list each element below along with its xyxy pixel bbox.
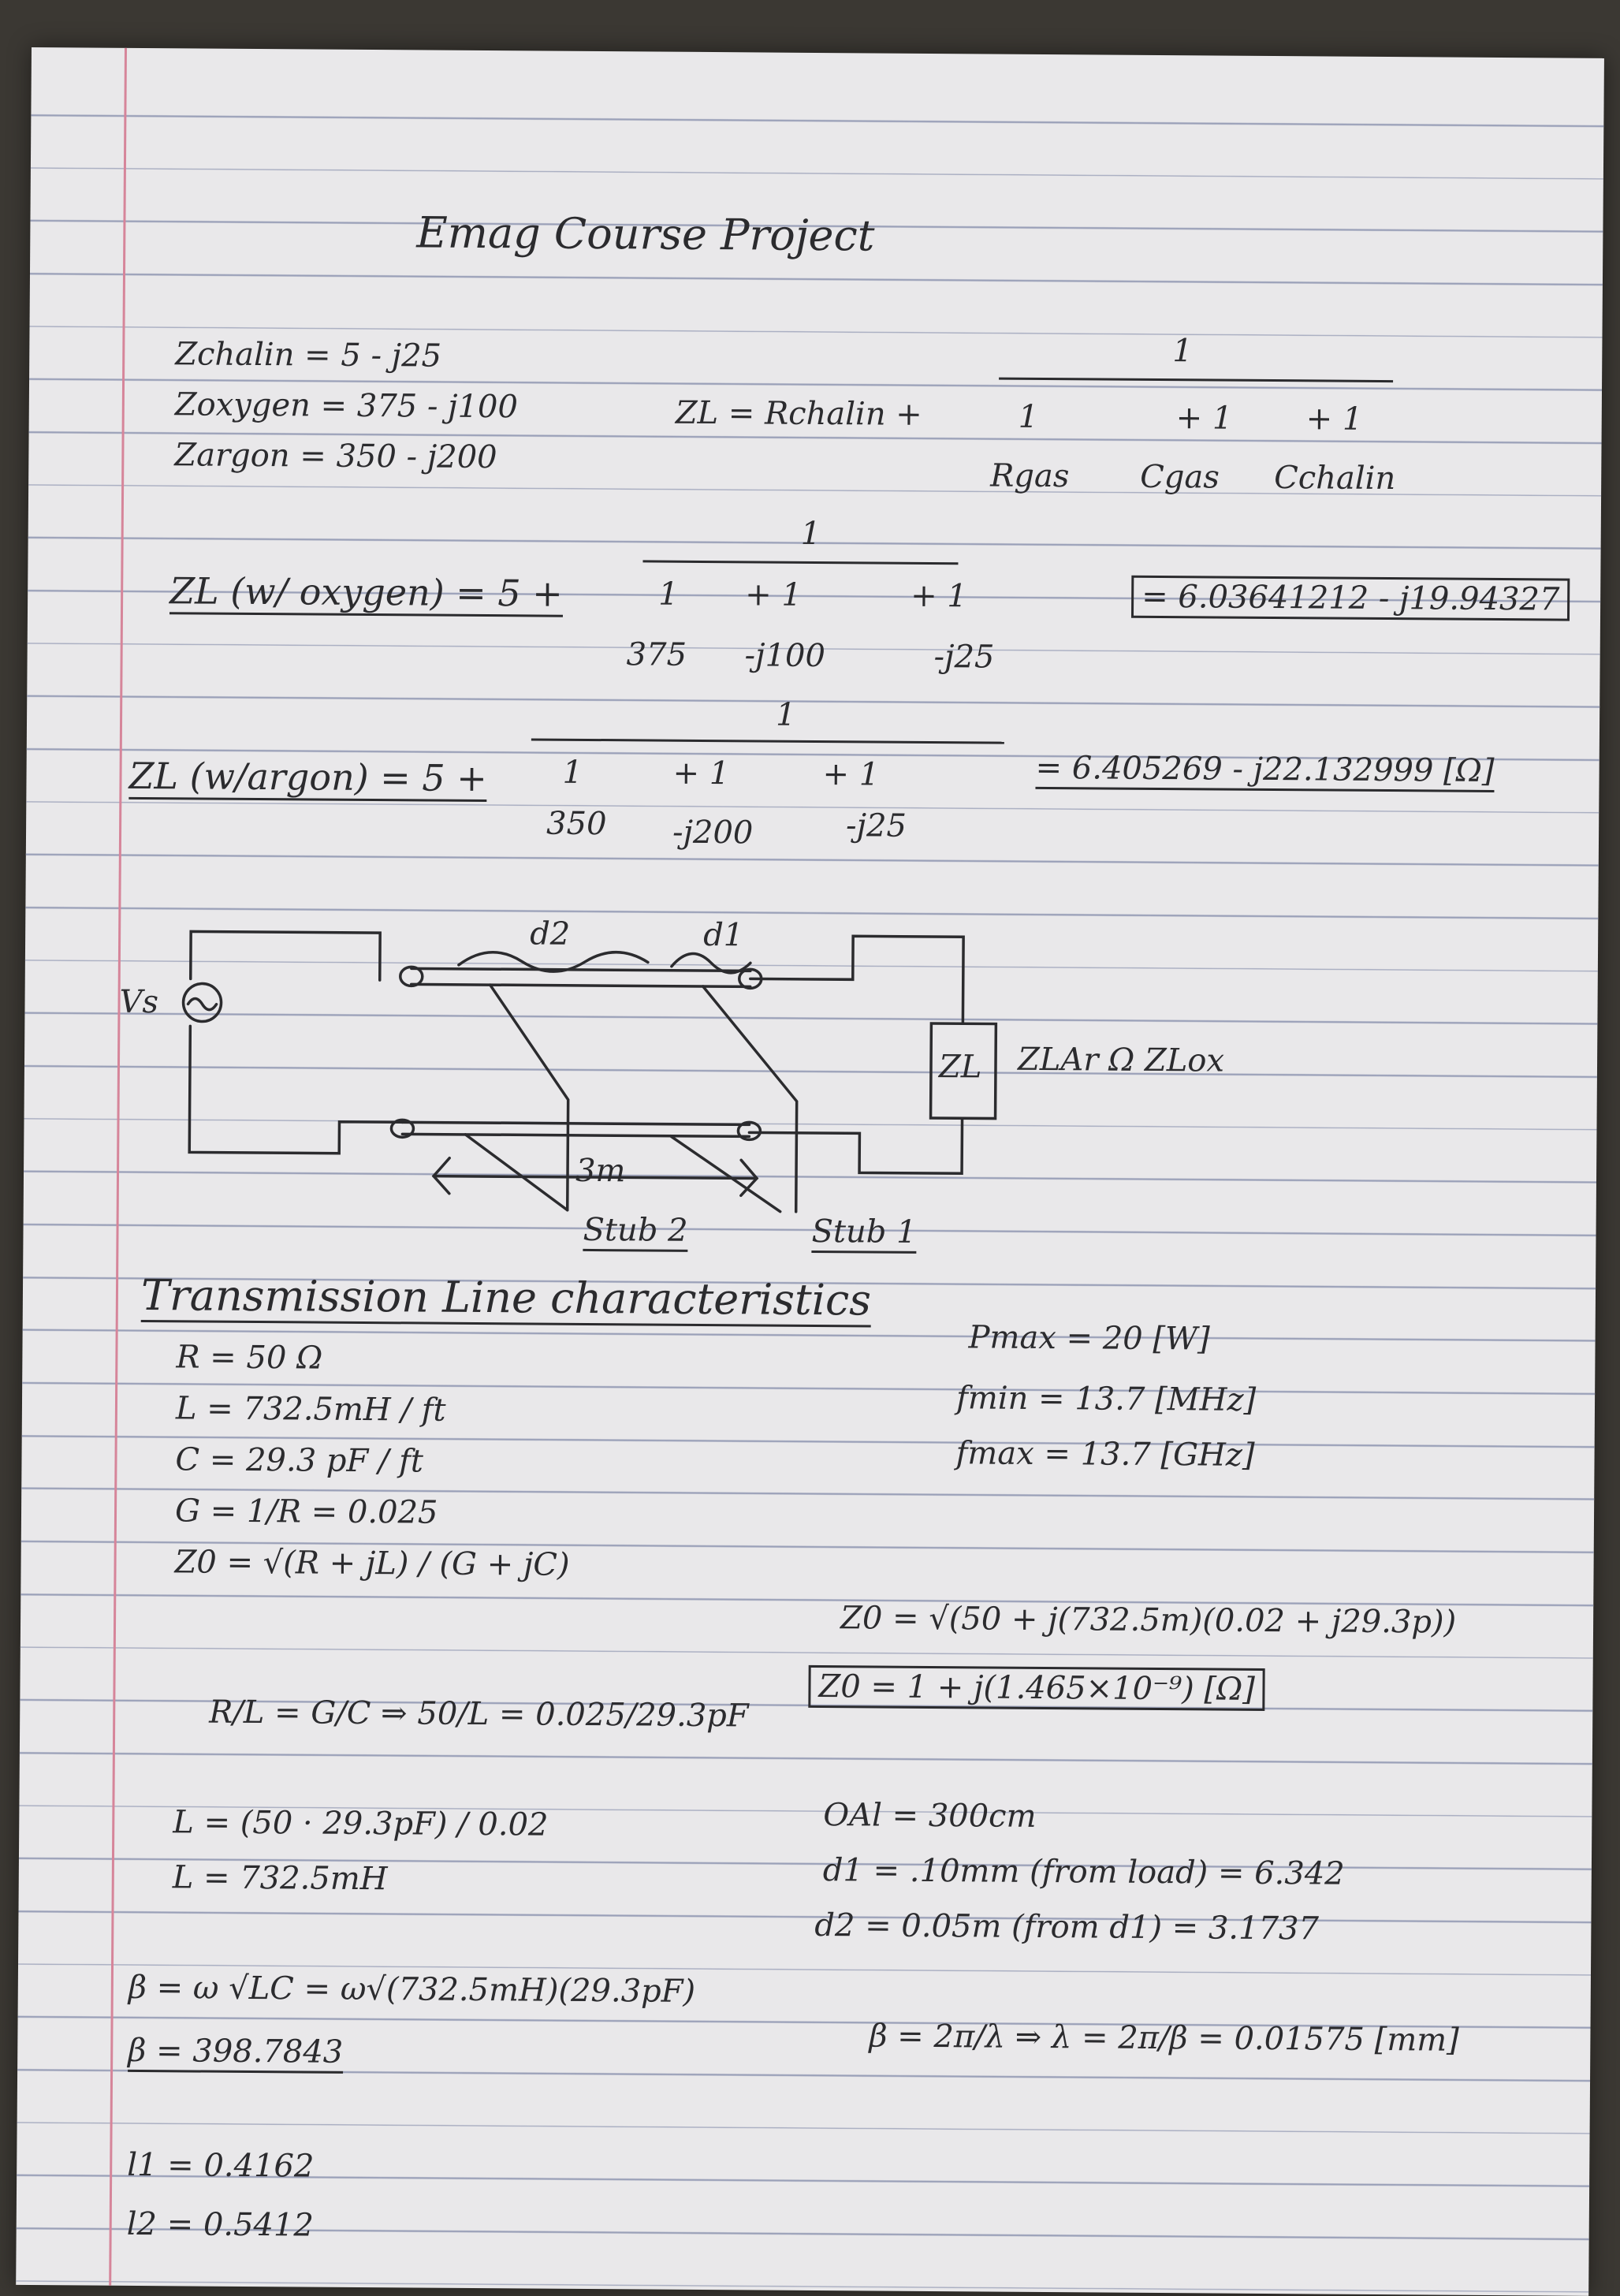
load-loop-top: [750, 935, 963, 1023]
argon-label: ZL (w/argon) = 5 +: [128, 758, 487, 802]
source-loop-top: [191, 931, 380, 980]
oxygen-term-3: -j25: [933, 639, 995, 676]
d1-label: d1: [702, 916, 744, 954]
load-label: ZL: [938, 1049, 982, 1086]
oxygen-one-a: 1: [658, 576, 679, 613]
formula-denom-cgas: Cgas: [1140, 458, 1220, 496]
formula-gas-one: 1: [1018, 398, 1039, 435]
oxygen-plus-one-c: + 1: [911, 577, 968, 615]
dim-d2: d2 = 0.05m (from d1) = 3.1737: [814, 1906, 1320, 1948]
line-top: [412, 968, 750, 986]
l-calc-2: L = 732.5mH: [172, 1859, 388, 1898]
tl-conductance: G = 1/R = 0.025: [174, 1493, 438, 1531]
load-note: ZLAr Ω ZLox: [1017, 1041, 1225, 1079]
notebook-page: [16, 47, 1604, 2296]
tl-fmax: fmax = 13.7 [GHz]: [955, 1435, 1255, 1474]
tl-inductance: L = 732.5mH / ft: [175, 1390, 446, 1429]
dim-d1: d1 = .10mm (from load) = 6.342: [822, 1852, 1345, 1892]
impedance-oxygen: Zoxygen = 375 - j100: [174, 386, 519, 426]
argon-one-a: 1: [562, 754, 583, 791]
formula-chlorine-plus-one: + 1: [1305, 401, 1363, 438]
argon-term-1: 350: [546, 805, 607, 843]
z0-calc-2: Z0 = 1 + j(1.465×10⁻⁹) [Ω]: [808, 1665, 1265, 1711]
argon-plus-one-b: + 1: [672, 755, 730, 792]
oxygen-numerator: 1: [800, 515, 821, 553]
stub-length-2: l2 = 0.5412: [126, 2205, 315, 2244]
load-loop-bottom: [749, 1116, 962, 1173]
stub-1-label: Stub 1: [811, 1216, 916, 1254]
length-label: 3m: [575, 1152, 626, 1190]
argon-term-3: -j25: [845, 807, 907, 844]
page-title: Emag Course Project: [416, 207, 875, 261]
source-loop-bottom: [189, 1026, 403, 1154]
tl-heading: Transmission Line characteristics: [141, 1274, 871, 1327]
oxygen-result: = 6.03641212 - j19.94327: [1131, 576, 1570, 621]
tl-pmax: Pmax = 20 [W]: [968, 1319, 1210, 1358]
argon-plus-one-c: + 1: [822, 756, 880, 793]
l-calc-1: L = (50 · 29.3pF) / 0.02: [173, 1804, 549, 1843]
formula-gas-plus-one: + 1: [1175, 400, 1233, 437]
tl-capacitance: C = 29.3 pF / ft: [175, 1441, 424, 1480]
argon-numerator: 1: [775, 696, 796, 733]
beta-calc-1: β = ω √LC = ω√(732.5mH)(29.3pF): [128, 1969, 696, 2010]
beta-calc-2: β = 398.7843: [128, 2035, 343, 2074]
formula-denom-rgas: Rgas: [990, 457, 1070, 495]
tl-fmin: fmin = 13.7 [MHz]: [955, 1380, 1257, 1418]
formula-denom-cchalin: Cchalin: [1274, 460, 1396, 498]
oxygen-label: ZL (w/ oxygen) = 5 +: [169, 572, 563, 617]
oxygen-term-1: 375: [626, 636, 687, 673]
formula-lhs: ZL = Rchalin +: [675, 394, 922, 433]
oxygen-plus-one-b: + 1: [745, 576, 803, 613]
source-label: Vs: [119, 983, 159, 1021]
lambda-calc: β = 2π/λ ⇒ λ = 2π/β = 0.01575 [mm]: [869, 2018, 1459, 2059]
stub-length-1: l1 = 0.4162: [127, 2146, 315, 2185]
d2-label: d2: [530, 915, 571, 952]
stub-circuit-diagram: [23, 47, 1604, 1336]
argon-result: = 6.405269 - j22.132999 [Ω]: [1035, 752, 1494, 792]
z0-calc-1: Z0 = √(50 + j(732.5m)(0.02 + j29.3p)): [840, 1600, 1457, 1641]
tl-resistance: R = 50 Ω: [176, 1339, 323, 1377]
dim-total: OAl = 300cm: [823, 1797, 1037, 1835]
tl-z0-formula: Z0 = √(R + jL) / (G + jC): [174, 1544, 570, 1583]
stub-2-label: Stub 2: [583, 1214, 687, 1252]
impedance-chlorine: Zchalin = 5 - j25: [175, 336, 442, 375]
ratio-equation: R/L = G/C ⇒ 50/L = 0.025/29.3pF: [209, 1694, 749, 1735]
oxygen-term-2: -j100: [744, 637, 826, 675]
argon-term-2: -j200: [672, 814, 754, 852]
formula-numerator: 1: [1172, 333, 1193, 370]
impedance-argon: Zargon = 350 - j200: [174, 437, 497, 476]
line-bottom: [402, 1122, 749, 1136]
